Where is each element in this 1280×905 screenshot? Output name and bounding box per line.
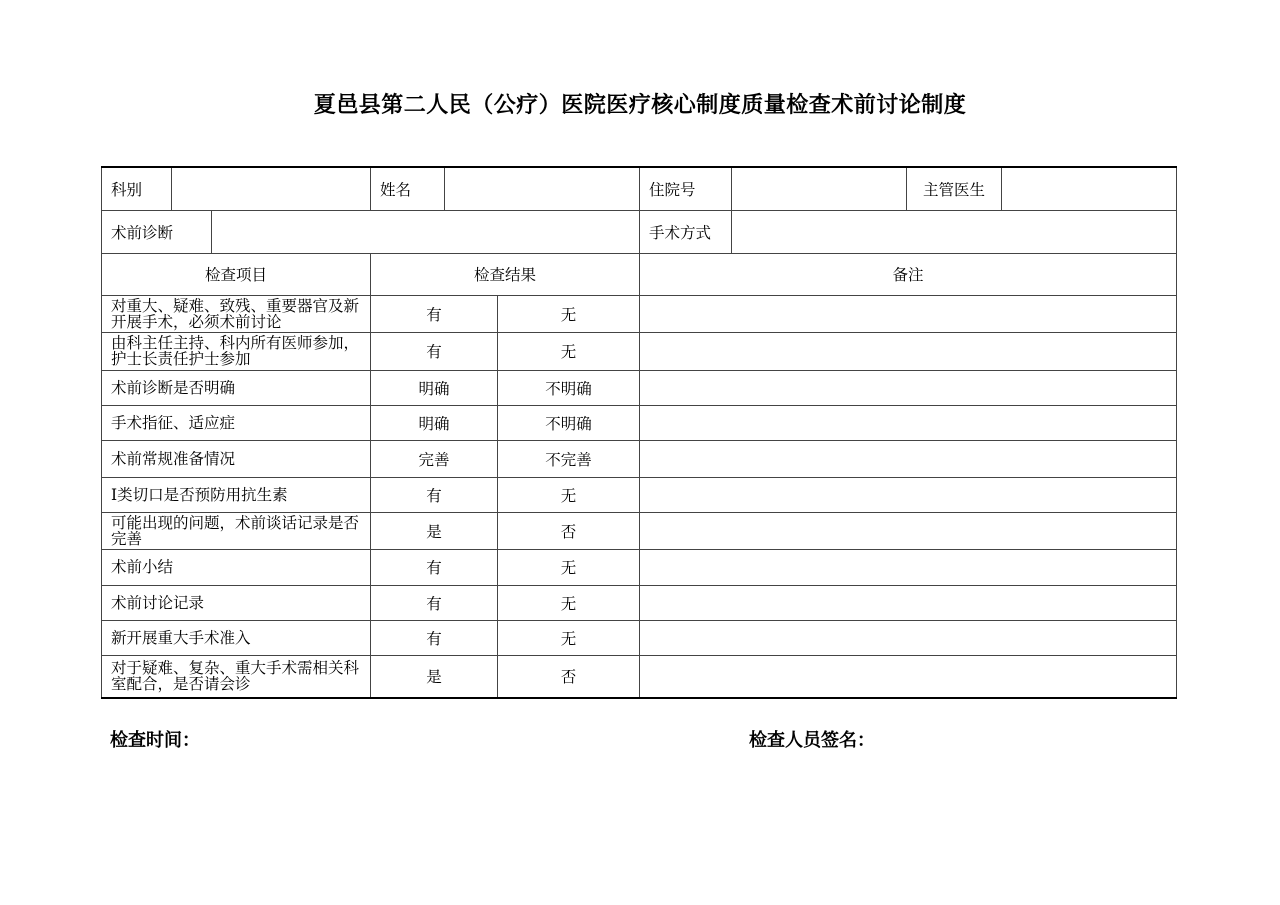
table-row — [102, 477, 1177, 512]
check-item: 术前小结 — [102, 549, 371, 585]
attending-doctor-field[interactable] — [1002, 167, 1177, 210]
result-option-yes[interactable]: 完善 — [371, 440, 498, 477]
result-option-yes[interactable]: 有 — [371, 620, 498, 655]
table-header-row — [102, 253, 1177, 295]
result-option-yes[interactable]: 明确 — [371, 405, 498, 440]
inspector-signature-label: 检查人员签名： — [749, 730, 875, 751]
department-label: 科别 — [102, 167, 172, 210]
result-option-yes[interactable]: 是 — [371, 512, 498, 549]
table-row — [102, 295, 1177, 332]
result-option-yes[interactable]: 有 — [371, 585, 498, 620]
result-option-no[interactable]: 无 — [498, 477, 640, 512]
check-item: 可能出现的问题，术前谈话记录是否完善 — [102, 512, 371, 549]
remarks-cell[interactable] — [640, 440, 1177, 477]
inspection-time-label: 检查时间： — [110, 730, 200, 751]
result-option-no[interactable]: 否 — [498, 512, 640, 549]
diagnosis-row — [102, 210, 1177, 253]
remarks-cell[interactable] — [640, 332, 1177, 370]
remarks-header: 备注 — [640, 253, 1177, 295]
table-row — [102, 405, 1177, 440]
result-option-yes[interactable]: 有 — [371, 295, 498, 332]
page-title: 夏邑县第二人民（公疗）医院医疗核心制度质量检查术前讨论制度 — [313, 92, 967, 118]
table-row — [102, 370, 1177, 405]
check-item-header: 检查项目 — [102, 253, 371, 295]
result-option-no[interactable]: 无 — [498, 549, 640, 585]
result-option-yes[interactable]: 有 — [371, 549, 498, 585]
preop-diagnosis-field[interactable] — [212, 210, 640, 253]
result-option-no[interactable]: 无 — [498, 585, 640, 620]
patient-info-row — [102, 167, 1177, 210]
table-row — [102, 332, 1177, 370]
check-item: 手术指征、适应症 — [102, 405, 371, 440]
check-item: 术前常规准备情况 — [102, 440, 371, 477]
remarks-cell[interactable] — [640, 620, 1177, 655]
check-item: 对于疑难、复杂、重大手术需相关科室配合，是否请会诊 — [102, 655, 371, 698]
remarks-cell[interactable] — [640, 405, 1177, 440]
check-result-header: 检查结果 — [371, 253, 640, 295]
remarks-cell[interactable] — [640, 549, 1177, 585]
result-option-no[interactable]: 否 — [498, 655, 640, 698]
table-row — [102, 512, 1177, 549]
remarks-cell[interactable] — [640, 370, 1177, 405]
remarks-cell[interactable] — [640, 585, 1177, 620]
result-option-yes[interactable]: 是 — [371, 655, 498, 698]
check-item: 由科主任主持、科内所有医师参加，护士长责任护士参加 — [102, 332, 371, 370]
result-option-no[interactable]: 无 — [498, 620, 640, 655]
result-option-yes[interactable]: 有 — [371, 332, 498, 370]
surgery-method-field[interactable] — [732, 210, 1177, 253]
result-option-yes[interactable]: 明确 — [371, 370, 498, 405]
result-option-yes[interactable]: 有 — [371, 477, 498, 512]
result-option-no[interactable]: 不完善 — [498, 440, 640, 477]
check-item: 对重大、疑难、致残、重要器官及新开展手术，必须术前讨论 — [102, 295, 371, 332]
inspection-form-table — [101, 166, 1177, 699]
table-row — [102, 549, 1177, 585]
attending-doctor-label: 主管医生 — [907, 167, 1002, 210]
remarks-cell[interactable] — [640, 477, 1177, 512]
result-option-no[interactable]: 不明确 — [498, 405, 640, 440]
surgery-method-label: 手术方式 — [640, 210, 732, 253]
check-item: I类切口是否预防用抗生素 — [102, 477, 371, 512]
department-field[interactable] — [172, 167, 371, 210]
check-item: 术前讨论记录 — [102, 585, 371, 620]
check-item: 术前诊断是否明确 — [102, 370, 371, 405]
remarks-cell[interactable] — [640, 655, 1177, 698]
result-option-no[interactable]: 无 — [498, 295, 640, 332]
name-label: 姓名 — [371, 167, 445, 210]
admission-number-label: 住院号 — [640, 167, 732, 210]
table-row — [102, 620, 1177, 655]
table-row — [102, 655, 1177, 698]
admission-number-field[interactable] — [732, 167, 907, 210]
table-row — [102, 585, 1177, 620]
remarks-cell[interactable] — [640, 512, 1177, 549]
preop-diagnosis-label: 术前诊断 — [102, 210, 212, 253]
name-field[interactable] — [445, 167, 640, 210]
result-option-no[interactable]: 无 — [498, 332, 640, 370]
check-item: 新开展重大手术准入 — [102, 620, 371, 655]
remarks-cell[interactable] — [640, 295, 1177, 332]
table-row — [102, 440, 1177, 477]
result-option-no[interactable]: 不明确 — [498, 370, 640, 405]
